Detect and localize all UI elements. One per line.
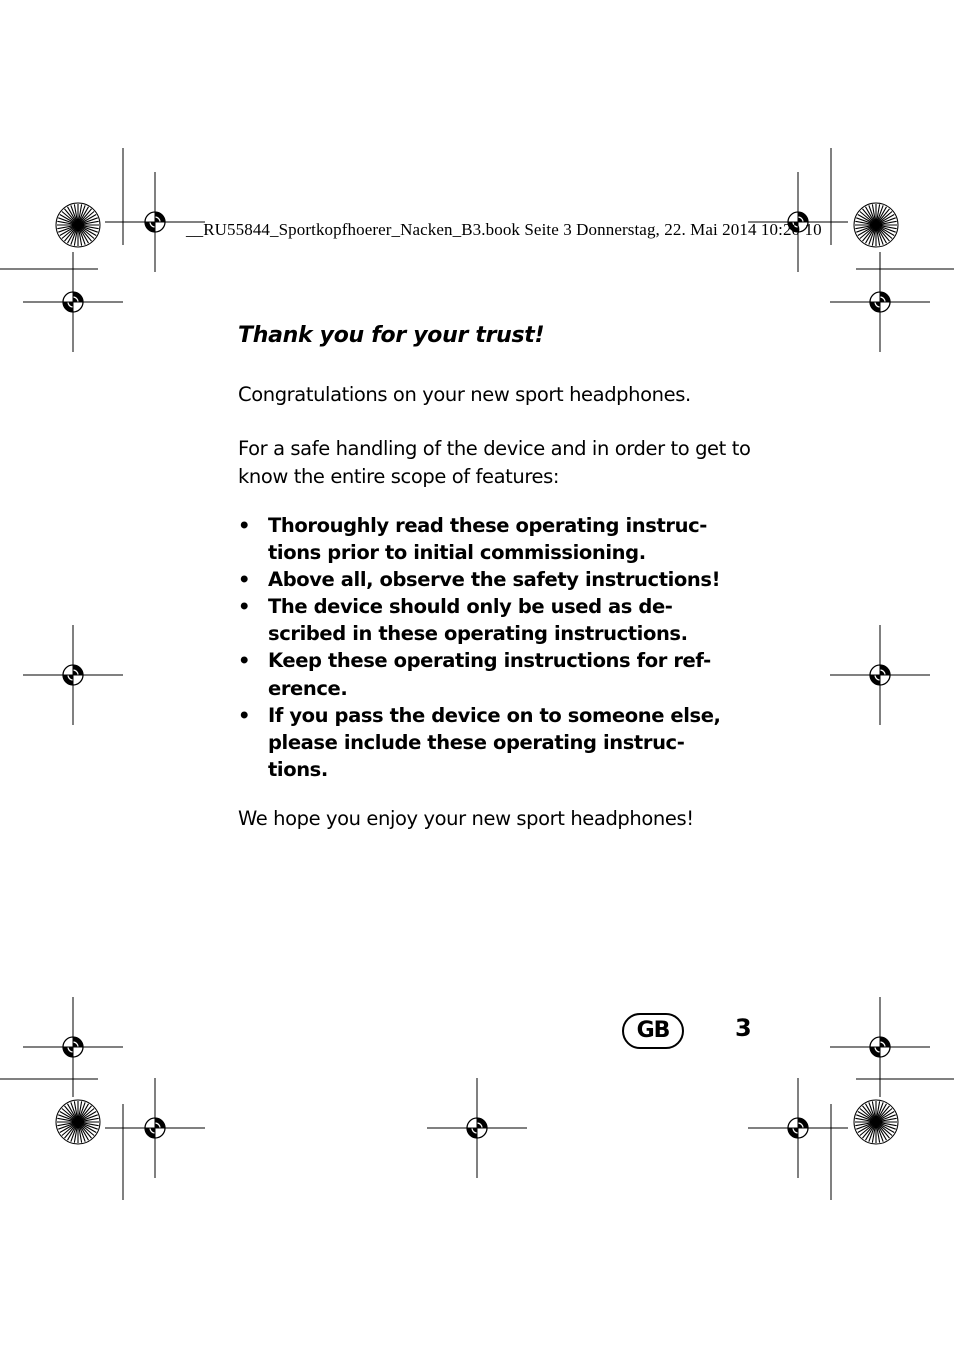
list-item-text: Above all, observe the safety instructions! — [268, 568, 721, 592]
list-item — [238, 593, 778, 647]
instruction-list — [238, 512, 778, 783]
list-item — [238, 702, 778, 783]
intro-paragraph: Congratulations on your new sport headphones. — [238, 383, 691, 406]
list-item-text: If you pass the device on to someone else, please include these operating instruc- tions. — [268, 703, 721, 781]
list-item-text: Keep these operating instructions for ref- erence. — [268, 649, 711, 700]
closing-paragraph: We hope you enjoy your new sport headphones! — [238, 807, 694, 830]
list-item — [238, 512, 778, 566]
language-badge: GB — [622, 1013, 684, 1049]
list-item — [238, 647, 778, 701]
list-item-text: Thoroughly read these operating instruc- tions prior to initial commissioning. — [268, 514, 707, 565]
list-item-text: The device should only be used as de- scribed in these operating instructions. — [268, 595, 688, 646]
page-number: 3 — [735, 1014, 752, 1042]
print-header: __RU55844_Sportkopfhoerer_Nacken_B3.book Seite 3 Donnerstag, 22. Mai 2014 10:20 10 — [186, 220, 822, 239]
page-heading: Thank you for your trust! — [238, 323, 545, 348]
lead-paragraph: For a safe handling of the device and in order to get to know the entire scope of features: — [238, 437, 751, 488]
list-item — [238, 566, 778, 593]
